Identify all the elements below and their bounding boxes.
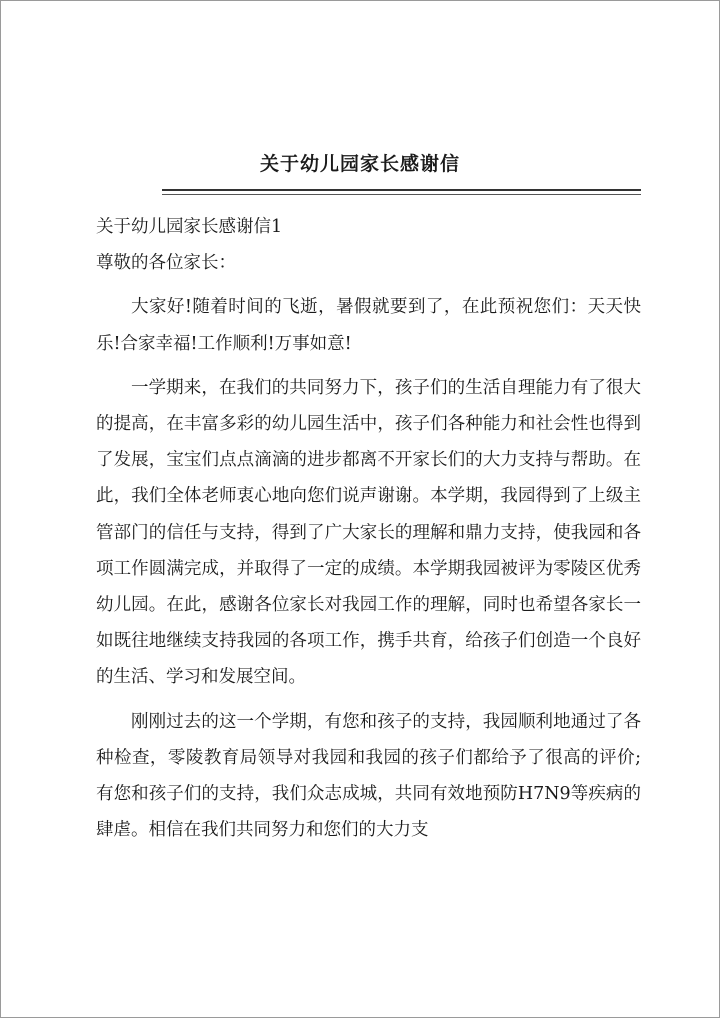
section-heading: 关于幼儿园家长感谢信1 bbox=[96, 217, 283, 237]
salutation: 尊敬的各位家长： bbox=[96, 253, 236, 274]
body-paragraph-achievements: 刚刚过去的这一个学期，有您和孩子的支持，我园顺利地通过了各种检查，零陵教育局领导对我园和我园的孩子们都给予了很高的评价;有您和孩子们的支持，我们众志成城，共同有效地预防H7N9等疾病的肆虐。相信在我们共同努力和您们的大力支 bbox=[96, 711, 641, 841]
document-title: 关于幼儿园家长感谢信 bbox=[259, 153, 460, 175]
title-divider-thin bbox=[162, 194, 641, 195]
body-paragraph-thanks: 一学期来，在我们的共同努力下，孩子们的生活自理能力有了很大的提高，在丰富多彩的幼儿园生活中，孩子们各种能力和社会性也得到了发展，宝宝们点点滴滴的进步都离不开家长们的大力支持与帮助。在此，我们全体老师衷心地向您们说声谢谢。本学期，我园得到了上级主管部门的信任与支持，得到了广大家长的理解和鼎力支持，使我园和各项工作圆满完成，并取得了一定的成绩。本学期我园被评为零陵区优秀幼儿园。在此，感谢各位家长对我园工作的理解，同时也希望各家长一如既往地继续支持我园的各项工作，携手共育，给孩子们创造一个良好的生活、学习和发展空间。 bbox=[96, 377, 641, 688]
body-paragraph-greeting: 大家好!随着时间的飞逝，暑假就要到了，在此预祝您们：天天快乐!合家幸福!工作顺利!万事如意! bbox=[96, 297, 641, 354]
title-divider-thick bbox=[162, 189, 641, 191]
document-body bbox=[96, 209, 641, 848]
